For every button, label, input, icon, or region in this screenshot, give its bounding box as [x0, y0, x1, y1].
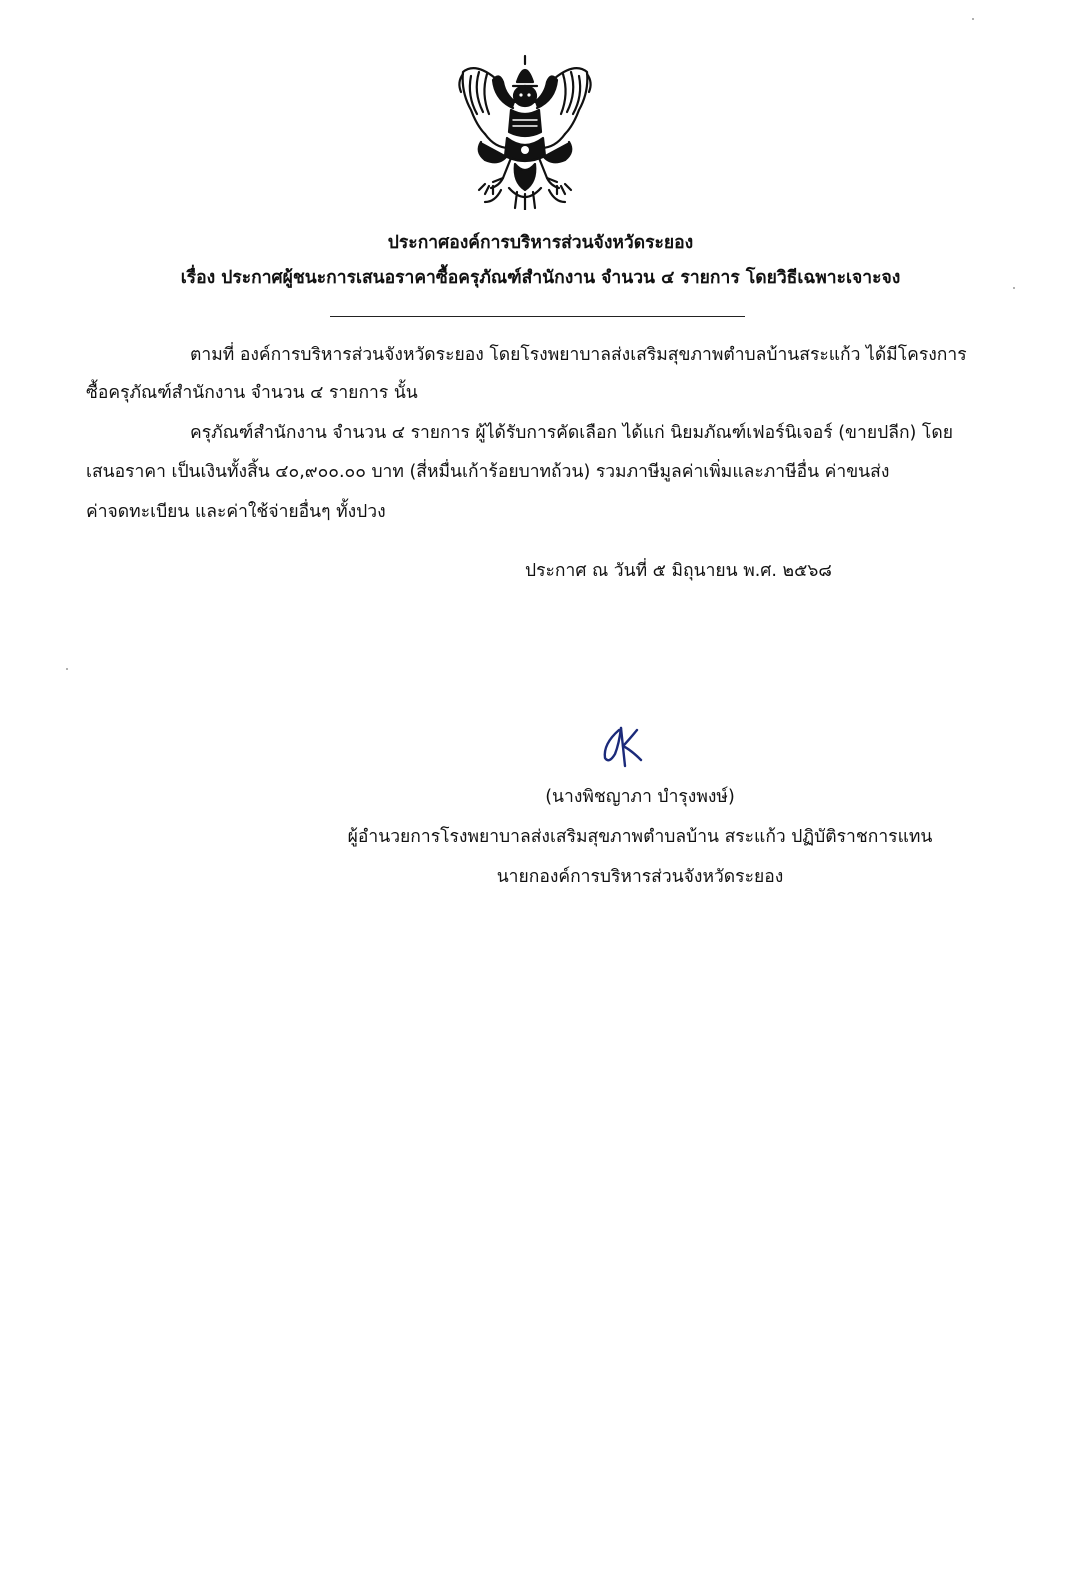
- body-paragraph-2-line-2: เสนอราคา เป็นเงินทั้งสิ้น ๔๐,๙๐๐.๐๐ บาท (สี่หมื่นเก้าร้อยบาทถ้วน) รวมภาษีมูลค่าเพิ่มและภาษีอื่น ค่าขนส่ง: [86, 462, 890, 482]
- body-paragraph-1-line-2: ซื้อครุภัณฑ์สำนักงาน จำนวน ๔ รายการ นั้น: [86, 383, 418, 403]
- signatory-position-line-2: นายกองค์การบริหารส่วนจังหวัดระยอง: [496, 867, 784, 887]
- signatory-name: (นางพิชญาภา บำรุงพงษ์): [545, 787, 735, 807]
- scan-speck: [1013, 287, 1015, 289]
- garuda-emblem-icon: [455, 52, 595, 210]
- signature-mark: [597, 720, 647, 768]
- body-paragraph-2-line-3: ค่าจดทะเบียน และค่าใช้จ่ายอื่นๆ ทั้งปวง: [86, 502, 386, 522]
- scan-speck: [66, 668, 68, 670]
- body-paragraph-1-line-1: ตามที่ องค์การบริหารส่วนจังหวัดระยอง โดยโรงพยาบาลส่งเสริมสุขภาพตำบลบ้านสระแก้ว ได้มีโครงการ: [190, 345, 967, 365]
- announcement-date: ประกาศ ณ วันที่ ๕ มิถุนายน พ.ศ. ๒๕๖๘: [525, 561, 832, 581]
- scan-speck: [972, 18, 974, 20]
- announcement-subject: เรื่อง ประกาศผู้ชนะการเสนอราคาซื้อครุภัณฑ์สำนักงาน จำนวน ๔ รายการ โดยวิธีเฉพาะเจาะจง: [180, 268, 901, 288]
- header-divider: [330, 316, 745, 317]
- body-paragraph-2-line-1: ครุภัณฑ์สำนักงาน จำนวน ๔ รายการ ผู้ได้รับการคัดเลือก ได้แก่ นิยมภัณฑ์เฟอร์นิเจอร์ (ขายปลีก) โดย: [190, 423, 953, 443]
- announcement-title: ประกาศองค์การบริหารส่วนจังหวัดระยอง: [387, 233, 694, 253]
- signatory-position-line-1: ผู้อำนวยการโรงพยาบาลส่งเสริมสุขภาพตำบลบ้าน สระแก้ว ปฏิบัติราชการแทน: [347, 827, 933, 847]
